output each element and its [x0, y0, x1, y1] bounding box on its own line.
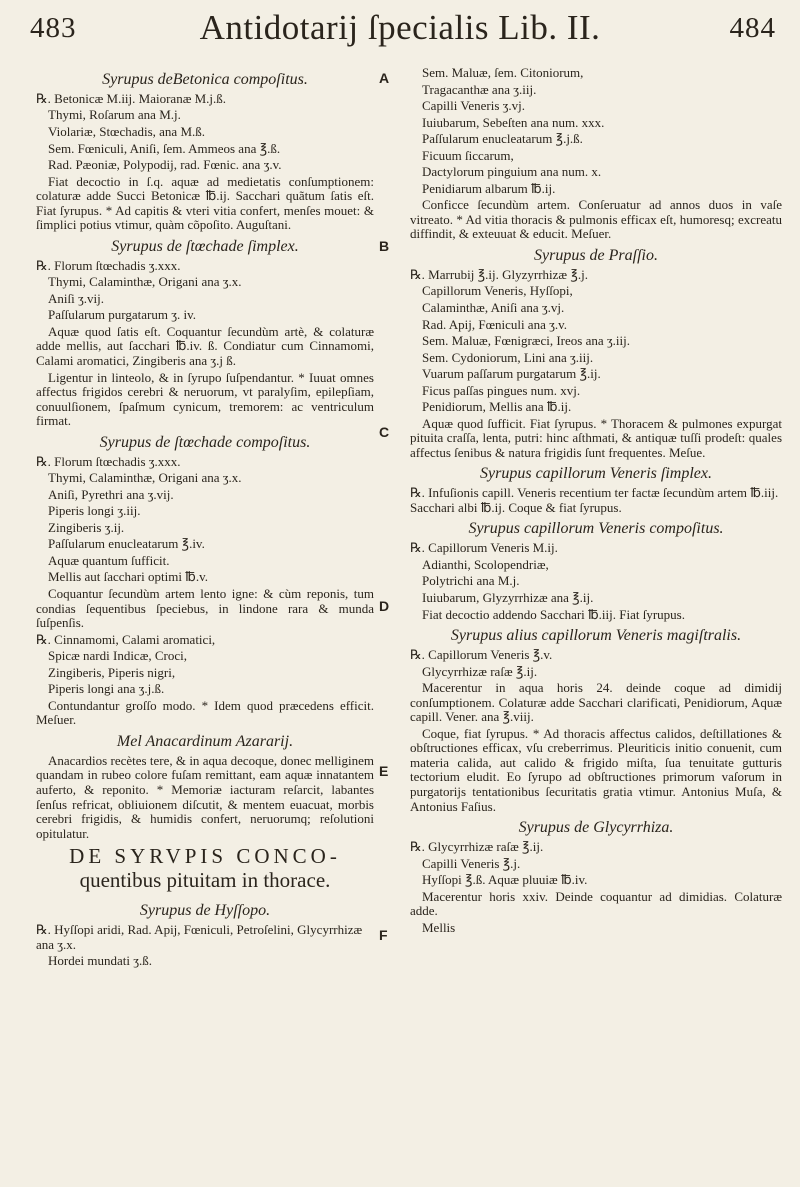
paragraph: Sem. Maluæ, Fœnigræci, Ireos ana ʒ.iij.	[422, 333, 630, 349]
paragraph: Coquantur ſecundùm artem lento igne: & cùm reponis, tum condias ſequentibus ſpeciebus, in lindone rara & munda ſuſpenſis.	[36, 586, 374, 631]
paragraph: Sem. Maluæ, ſem. Citoniorum,	[422, 65, 584, 80]
section-heading: Mel Anacardinum Azararij.	[116, 732, 294, 750]
margin-letter: D	[379, 598, 390, 614]
paragraph: Iuiubarum, Sebeſten ana num. xxx.	[422, 114, 605, 130]
recipe-line: ℞. Capillorum Veneris ℥.v.	[410, 647, 553, 663]
page-header	[22, 8, 778, 58]
recipe-line: ℞. Betonicæ M.iij. Maioranæ M.j.ß.	[36, 90, 227, 106]
paragraph: Capillorum Veneris, Hyſſopi,	[422, 283, 573, 299]
paragraph: Glycyrrhizæ raſæ ℥.ij.	[422, 663, 538, 679]
paragraph: Ficuum ſiccarum,	[422, 147, 514, 163]
margin-letter: C	[379, 424, 390, 440]
margin-letter: F	[379, 927, 388, 943]
paragraph: Fiat decoctio in ſ.q. aquæ ad medietatis conſumptionem: colaturæ adde Succi Betonicæ ℔.ij. Sacchari quãtum ſatis eſt. Fiat ſyrupus. * Ad capitis & vteri vitia confert, menſes mouet: & ſimplici potius vtimur, quàm cõpoſito. Auguſtani.	[36, 173, 374, 233]
margin-letter: A	[379, 70, 390, 86]
paragraph: Macerentur horis xxiv. Deinde coquantur ad dimidias. Colaturæ adde.	[410, 888, 782, 919]
recipe-line: ℞. Marrubij ℥.ij. Glyzyrrhizæ ℥.j.	[410, 266, 588, 282]
recipe-line: ℞. Cinnamomi, Calami aromatici,	[36, 631, 216, 647]
section-heading: Syrupus de Hyſſopo.	[139, 902, 271, 920]
margin-letter: B	[379, 238, 390, 254]
section-heading: Syrupus de ſtœchade ſimplex.	[111, 237, 299, 255]
paragraph: Mellis	[422, 919, 456, 935]
paragraph: Thymi, Calaminthæ, Origani ana ʒ.x.	[48, 470, 242, 486]
paragraph: Aquæ quantum ſufficit.	[48, 552, 170, 568]
paragraph: Paſſularum enucleatarum ℥.iv.	[48, 536, 205, 552]
chapter-title: DE SYRVPIS CONCO-	[69, 844, 341, 869]
paragraph: Sem. Cydoniorum, Lini ana ʒ.iij.	[422, 349, 594, 365]
section-heading: Syrupus deBetonica compoſitus.	[102, 71, 308, 88]
recipe-line: ℞. Florum ſtœchadis ʒ.xxx.	[36, 257, 181, 273]
right-column	[410, 66, 782, 937]
paragraph: Polytrichi ana M.j.	[422, 573, 520, 589]
paragraph: Mellis aut ſacchari optimi ℔.v.	[48, 569, 208, 585]
paragraph: Aquæ quod ſufficit. Fiat ſyrupus. * Thoracem & pulmones expurgat pituita craſſa, lenta, putri: hinc aſthmati, & antiquæ tuſſi prodeſt: quales affectus ſenibus & natura frigidis ſunt frequentes. Meſue.	[410, 415, 782, 460]
paragraph: Capilli Veneris ʒ.vj.	[422, 98, 526, 114]
paragraph: Piperis longi ana ʒ.j.ß.	[48, 681, 165, 697]
paragraph: Ligentur in linteolo, & in ſyrupo ſuſpendantur. * Iuuat omnes affectus frigidos cerebri & neruorum, vt paralyſim, epilepſiam, conuulſionem, ſpaſmum cynicum, tremorem: ac ventriculum firmat.	[36, 369, 374, 429]
paragraph: Violariæ, Stœchadis, ana M.ß.	[48, 124, 206, 139]
paragraph: Paſſularum purgatarum ʒ. iv.	[48, 307, 197, 323]
paragraph: Zingiberis ʒ.ij.	[48, 519, 125, 535]
chapter-subtitle: quentibus pituitam in thorace.	[79, 867, 331, 892]
paragraph: Macerentur in aqua horis 24. deinde coque ad dimidij conſumptionem. Colaturæ adde Sacchari clarificati, Penidiorum, Aquæ capill. Vener. ana ℥.viij.	[410, 680, 782, 725]
paragraph: Conficce ſecundùm artem. Conſeruatur ad annos duos in vaſe vitreato. * Ad vitia thoracis & pulmonis efficax eſt, humoresq; excreatu diffindit, & exteuuat & educit. Meſuer.	[410, 197, 782, 242]
paragraph: Thymi, Calaminthæ, Origani ana ʒ.x.	[48, 274, 242, 290]
paragraph: Adianthi, Scolopendriæ,	[422, 556, 549, 572]
paragraph: Aniſi ʒ.vij.	[48, 290, 104, 306]
page-number-left: 483	[30, 12, 77, 44]
paragraph: Rad. Pæoniæ, Polypodij, rad. Fœnic. ana ʒ.v.	[48, 157, 282, 173]
section-heading: Syrupus de Praſſio.	[534, 247, 658, 265]
recipe-line: ℞. Florum ſtœchadis ʒ.xxx.	[36, 453, 181, 469]
paragraph: Anacardios recètes tere, & in aqua decoque, donec melliginem quandam in rubeo colore fuſam remittant, eam aquæ innatantem auferto, & reponito. * Memoriæ iacturam reſarcit, labantes ſenſus refricat, obliuionem diſcutit, & mentem euacuat, morbis cerebri frigidis, & humidis confert, neruorumq; reſolutioni opitulatur.	[36, 752, 374, 841]
paragraph: Aniſi, Pyrethri ana ʒ.vij.	[48, 486, 174, 502]
paragraph: Sem. Fœniculi, Aniſi, ſem. Ammeos ana ℥.ß.	[48, 140, 281, 156]
recipe-line: ℞. Hyſſopi aridi, Rad. Apij, Fœniculi, Petroſelini, Glycyrrhizæ ana ʒ.x.	[36, 922, 363, 952]
paragraph: Dactylorum pinguium ana num. x.	[422, 164, 602, 180]
running-title: Antidotarij ſpecialis Lib. II.	[199, 8, 601, 47]
paragraph: Hordei mundati ʒ.ß.	[48, 953, 152, 969]
page-number-right: 484	[729, 12, 776, 44]
paragraph: Vuarum paſſarum purgatarum ℥.ij.	[422, 366, 601, 382]
recipe-line: ℞. Glycyrrhizæ raſæ ℥.ij.	[410, 838, 544, 854]
recipe-line: ℞. Infuſionis capill. Veneris recentium ter factæ ſecundùm artem ℔.iij. Sacchari albi ℔.ij. Coque & fiat ſyrupus.	[410, 485, 779, 515]
paragraph: Hyſſopi ℥.ß. Aquæ pluuiæ ℔.iv.	[422, 872, 588, 888]
paragraph: Ficus paſſas pingues num. xvj.	[422, 382, 581, 398]
paragraph: Aquæ quod ſatis eſt. Coquantur ſecundùm artè, & colaturæ adde mellis, aut ſacchari ℔.iv. ß. Condiatur cum Cinnamomi, Calami aromatici, Zingiberis ana ʒ.j ß.	[36, 323, 374, 369]
paragraph: Thymi, Roſarum ana M.j.	[48, 107, 181, 123]
section-heading: Syrupus de ſtœchade compoſitus.	[99, 433, 311, 451]
paragraph: Paſſularum enucleatarum ℥.j.ß.	[422, 131, 583, 147]
paragraph: Iuiubarum, Glyzyrrhizæ ana ℥.ij.	[422, 590, 594, 606]
paragraph: Contundantur groſſo modo. * Idem quod præcedens efficit. Meſuer.	[36, 697, 374, 728]
paragraph: Piperis longi ʒ.iij.	[48, 503, 141, 519]
section-heading: Syrupus de Glycyrrhiza.	[518, 819, 674, 837]
left-column	[36, 66, 374, 971]
section-heading: Syrupus capillorum Veneris compoſitus.	[468, 520, 724, 538]
paragraph: Calaminthæ, Aniſi ana ʒ.vj.	[422, 300, 565, 316]
section-heading: Syrupus capillorum Veneris ſimplex.	[480, 465, 712, 483]
paragraph: Zingiberis, Piperis nigri,	[48, 664, 176, 680]
paragraph: Fiat decoctio addendo Sacchari ℔.iij. Fiat ſyrupus.	[422, 606, 685, 622]
paragraph: Tragacanthæ ana ʒ.iij.	[422, 81, 537, 97]
paragraph: Rad. Apij, Fœniculi ana ʒ.v.	[422, 316, 568, 332]
paragraph: Penidiorum, Mellis ana ℔.ij.	[422, 399, 572, 415]
paragraph: Penidiarum albarum ℔.ij.	[422, 180, 556, 196]
paragraph: Spicæ nardi Indicæ, Croci,	[48, 648, 188, 664]
paragraph: Coque, fiat ſyrupus. * Ad thoracis affectus calidos, deſtillationes & obſtructiones efficax, vſu creberrimus. Pleuriticis initio conuenit, cum materia calida, aut calido & frigido miſta, ſua tenuitate gutturis tectorium eludit. Eo ſyrupo ad obſtructiones primorum vaſorum in purgatorijs tentationibus ſecuritatis gratia vtimur. Antonius Muſa, & Antonius Faſius.	[410, 725, 782, 814]
paragraph: Capilli Veneris ℥.j.	[422, 855, 521, 871]
section-heading: Syrupus alius capillorum Veneris magiſtralis.	[450, 627, 742, 645]
margin-letter: E	[379, 763, 389, 779]
recipe-line: ℞. Capillorum Veneris M.ij.	[410, 540, 558, 556]
